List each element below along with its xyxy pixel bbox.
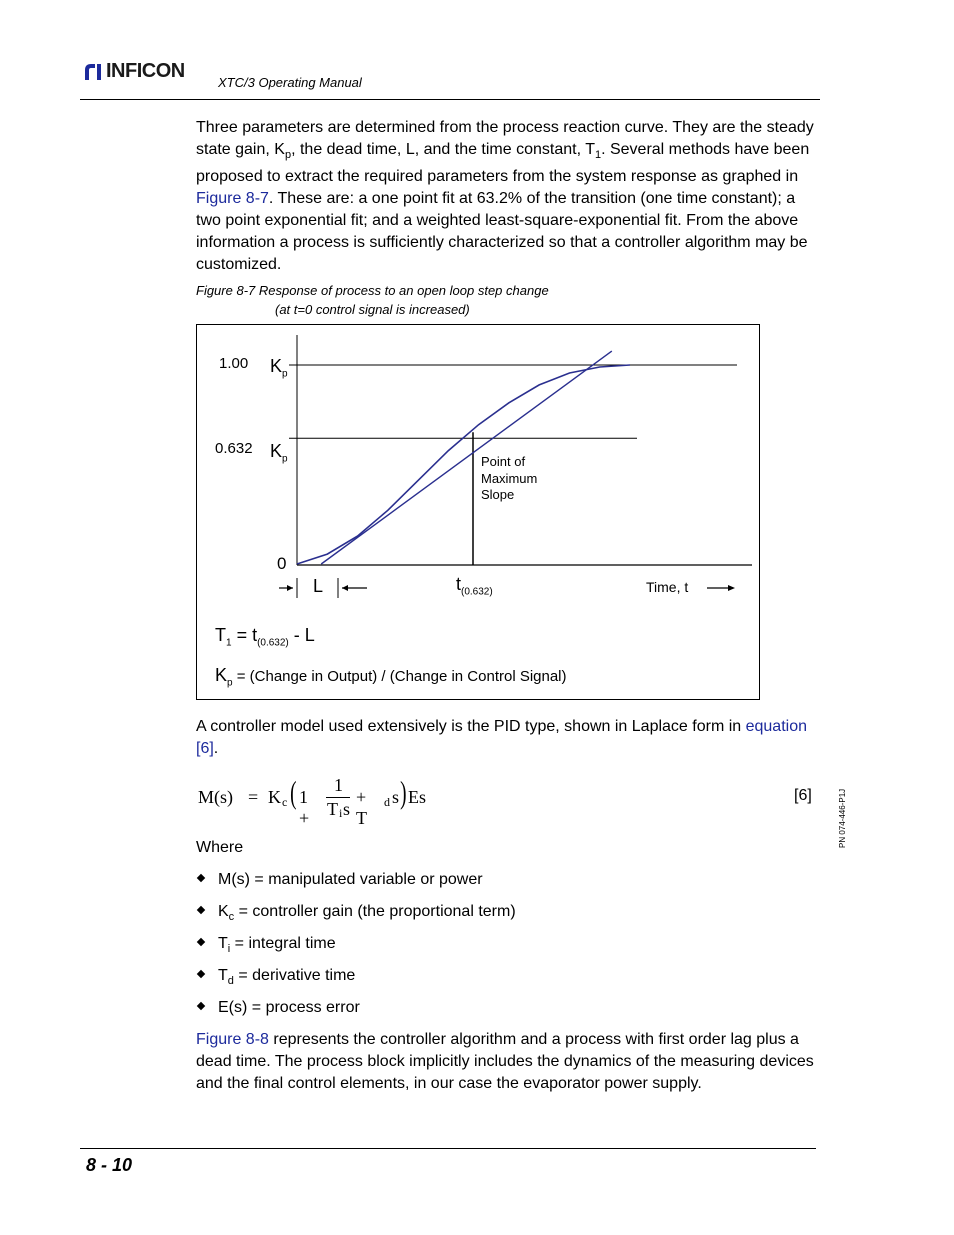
y-tick-3: 0 <box>277 554 287 573</box>
dead-time-label: L <box>313 576 324 596</box>
bullet-item: M(s) = manipulated variable or power <box>196 871 483 891</box>
logo-text: INFICON <box>106 60 185 82</box>
equation-number: [6] <box>794 787 812 804</box>
dead-time-arrowhead-left <box>287 585 293 591</box>
bullet-item: $T_d$ = derivative time <box>196 967 355 987</box>
pid-paragraph: A controller model used extensively is the PID type, shown in Laplace form in equation [6]. <box>196 718 807 757</box>
y-tick-1: 1.00 <box>219 355 249 372</box>
y-kp-1: $K_p$ <box>270 356 288 380</box>
bullet-item: $K_c$ = controller gain (the proportional term) <box>196 903 516 923</box>
dead-time-arrowhead-right <box>342 585 348 591</box>
t-label: $t_{(0.632)}$ <box>456 574 493 598</box>
bullet-diamond-icon <box>197 906 205 914</box>
tangent-line <box>321 351 612 564</box>
footer-rule <box>80 1148 816 1149</box>
figure-caption: Figure 8-7 Response of process to an open loop step change <box>196 283 549 298</box>
header-rule <box>80 99 820 100</box>
bullet-diamond-icon <box>197 938 205 946</box>
manual-title: XTC/3 Operating Manual <box>218 75 362 90</box>
bullet-diamond-icon <box>197 1002 205 1010</box>
bullet-diamond-icon <box>197 874 205 882</box>
annotation-line-2: Maximum <box>481 471 538 486</box>
bullet-item: E(s) = process error <box>196 999 360 1019</box>
figure-8-8-paragraph: Figure 8-8 represents the controller algorithm and a process with first order lag plus a dead time. The process block implicitly includes the dynamics of the measuring devices and the final control elements, in our case the evaporator power supply. <box>196 1031 814 1092</box>
time-arrowhead <box>728 585 735 591</box>
response-curve <box>297 365 630 564</box>
figure-8-8-link[interactable]: Figure 8-8 <box>196 1031 269 1048</box>
figure-8-7 <box>196 324 760 700</box>
annotation-line-1: Point of <box>481 454 526 469</box>
bullet-diamond-icon <box>197 970 205 978</box>
inficon-logo-icon <box>82 60 104 82</box>
annotation-line-3: Slope <box>481 487 515 502</box>
figure-8-7-link[interactable]: Figure 8-7 <box>196 190 269 208</box>
x-axis-label: Time, t <box>646 579 689 595</box>
bullet-item: $T_i$ = integral time <box>196 935 336 955</box>
y-tick-2: 0.632 <box>215 440 253 457</box>
formula-t1: $T_1 = t_{(0.632)} - L$ <box>215 625 315 649</box>
equation-6-link[interactable]: equation [6] <box>196 718 807 757</box>
intro-paragraph: Three parameters are determined from the process reaction curve. They are the steady state gain, $K_p$, the dead time, L, and the time constant, $T_1$. Several methods have been proposed to extract the required parameters from the system response as graphed in Figure 8-7. These are: a one point fit at 63.2% of the transition (one time constant); a two point exponential fit; and a weighted least-square-exponential fit. From the above information a process is sufficiently characterized so that a controller algorithm may be customized. <box>196 119 814 274</box>
figure-caption-sub: (at t=0 control signal is increased) <box>275 302 470 317</box>
part-number: PN 074-446-P1J <box>838 788 847 848</box>
formula-kp: $K_p$ = (Change in Output) / (Change in Control Signal) <box>215 665 567 689</box>
y-kp-2: $K_p$ <box>270 441 288 465</box>
page-number: 8 - 10 <box>86 1155 133 1175</box>
where-label: Where <box>196 839 244 856</box>
